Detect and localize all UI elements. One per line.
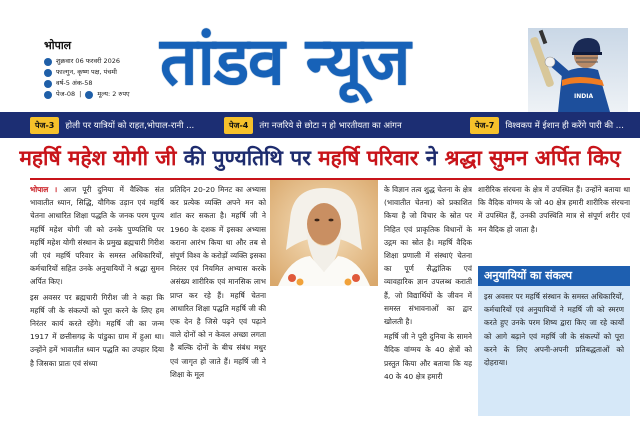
ticker-text: तंग नजरिये से छोटा न हो भारतीयता का आंगन xyxy=(259,120,402,131)
headline-segment: श्रद्धा सुमन अर्पित किए xyxy=(444,146,621,170)
edition-pages: पेज-08 xyxy=(56,90,76,98)
ticker-text: विश्वकप में ईशान ही करेंगे पारी की ... xyxy=(505,120,624,131)
edition-price: मूल्य: 2 रुपए xyxy=(97,90,130,98)
headline-segment: ने xyxy=(418,146,445,170)
sidebar-text-block xyxy=(484,290,624,412)
sidebar-paragraph: इस अवसर पर महर्षि संस्थान के समस्त अधिकारियों, कर्मचारियों एवं अनुयायियों ने महर्षि जी को स्मरण करते हुए उनके परम शिष्य द्वारा किए जा रहे कार्यों को आगे बढ़ाने एवं महर्षि जी के संकल्पों को पूरा करने के लिए अपनी-अपनी प्रतिबद्धताओं को दोहराया। xyxy=(484,292,624,368)
article-paragraph: इस अवसर पर ब्रह्मचारी गिरीश जी ने कहा कि महर्षि जी के संकल्पों को पूरा करने के लिए हम निरंतर कार्य करते रहेंगे। महर्षि जी का जन्म 1917 में छत्तीसगढ़ के पांडुका ग्राम में हुआ था। उन्होंने हमें भावातीत ध्यान पद्धति का उपहार दिया है जिसका प्रातः एवं संध्या xyxy=(30,292,164,368)
article-paragraph: महर्षि जी ने पूरी दुनिया के सामने वैदिक वांग्मय के 40 क्षेत्रों को प्रस्तुत किया और बताया कि यह 40 के 40 क्षेत्र हमारी xyxy=(384,332,472,381)
ticker-item-3[interactable] xyxy=(470,116,624,134)
blue-dot-icon xyxy=(44,69,52,77)
ticker-text: होली पर यात्रियों को राहत,भोपाल-रानी ... xyxy=(65,120,195,131)
headline-segment: महर्षि महेश योगी जी xyxy=(19,146,177,170)
article-column-2 xyxy=(170,183,266,421)
cricketer-photo[interactable] xyxy=(528,28,628,112)
headline-segment: की पुण्यतिथि पर xyxy=(176,146,319,170)
meta-issue-row xyxy=(44,78,174,89)
blue-dot-icon xyxy=(44,80,52,88)
separator: | xyxy=(79,90,82,98)
sidebar-heading: अनुयायियों का संकल्प xyxy=(478,266,630,286)
page-tag: पेज-3 xyxy=(30,117,59,134)
sidebar-box xyxy=(478,286,630,416)
jersey-text: INDIA xyxy=(574,93,594,100)
article-paragraph: प्रतिदिन 20-20 मिनट का अभ्यास कर प्रत्येक व्यक्ति अपने मन को शांत कर सकता है। महर्षि जी ने 1960 के दशक में इसका अभ्यास कराना आरंभ किया था और तब से संपूर्ण विश्व के करोड़ों व्यक्ति इसका निरंतर एवं नियमित अभ्यास करके असंख्य शारीरिक एवं मानसिक लाभ प्राप्त कर रहे हैं। महर्षि चेतना आधारित शिक्षा पद्धति महर्षि जी की एक देन है जिसे पढ़ने एवं पढ़ाने वाले दोनों को न केवल अच्छा लगता है बल्कि दोनों के बीच संबंध मधुर एवं जागृत हो जाते हैं। महर्षि जी ने शिक्षा के मूल xyxy=(170,185,266,379)
edition-panchang: फाल्गुन, कृष्ण पक्ष, पंचमी xyxy=(56,68,117,76)
main-headline xyxy=(0,140,640,176)
article-column-2b xyxy=(270,289,378,421)
meta-panchang-row xyxy=(44,67,174,78)
blue-dot-icon xyxy=(44,91,52,99)
blue-dot-icon xyxy=(44,58,52,66)
cricketer-photo-graphic xyxy=(528,28,628,112)
edition-year-issue: वर्ष-5 अंक-58 xyxy=(56,79,93,87)
article-column-4 xyxy=(478,183,630,263)
meta-price-row xyxy=(44,89,174,100)
page-tag: पेज-7 xyxy=(470,117,499,134)
masthead xyxy=(0,0,640,112)
article-column-3 xyxy=(384,183,472,421)
maharishi-portrait-photo[interactable] xyxy=(270,180,378,286)
edition-meta xyxy=(44,38,174,100)
headline-ticker xyxy=(0,112,640,138)
article-text: आज पूरी दुनिया में वैश्विक संत भावातीत ध्यान, सिद्धि, यौगिक उड़ान एवं महर्षि चेतना आधारित शिक्षा पद्धति के जनक परम पूज्य महर्षि महेश योगी जी को उनके पुण्यतिथि पर महर्षि महेश योगी संस्थान के प्रमुख ब्रह्मचारी गिरीश जी एवं महर्षि परिवार के समस्त अधिकारियों, कर्मचारियों सहित उनके अनुयायियों ने श्रद्धा सुमन अर्पित किए। xyxy=(30,185,164,287)
headline-segment: महर्षि परिवार xyxy=(318,146,419,170)
meta-date-row xyxy=(44,56,174,67)
edition-city: भोपाल xyxy=(44,39,72,52)
article-paragraph xyxy=(30,183,164,289)
article-paragraph: के विज्ञान तत्व शुद्ध चेतना के क्षेत्र (भावातीत चेतना) को प्रकाशित किया है जो विचार के स्रोत पर निहित एवं प्राकृतिक विधानों के उद्गम का स्रोत है। महर्षि वैदिक शिक्षा प्रणाली में संस्थाएं चेतना का पूर्ण सैद्धांतिक एवं व्यावहारिक ज्ञान उपलब्ध कराती हैं, जो विद्यार्थियों के जीवन में समस्त संभावनाओं का द्वार खोलती है। xyxy=(384,185,472,327)
newspaper-brand-logo[interactable]: तांडव न्यूज xyxy=(160,23,410,100)
article-paragraph: शारीरिक संरचना के क्षेत्र में उपस्थित हैं। उन्होंने बताया था कि वैदिक वांग्मय के जो 40 क्षेत्र हमारी शारीरिक संरचना में उपस्थित हैं, उनकी उपस्थिति मात्र से संपूर्ण शरीर एवं मन वैदिक हो जाता है। xyxy=(478,185,630,234)
maharishi-portrait-graphic xyxy=(270,180,378,286)
page-tag: पेज-4 xyxy=(224,117,253,134)
blue-dot-icon xyxy=(85,91,93,99)
dateline: भोपाल । xyxy=(30,185,58,194)
article-column-1 xyxy=(30,183,164,421)
edition-date: शुक्रवार 06 फरवरी 2026 xyxy=(56,57,121,65)
ticker-item-2[interactable] xyxy=(224,116,402,134)
ticker-item-1[interactable] xyxy=(30,116,194,134)
